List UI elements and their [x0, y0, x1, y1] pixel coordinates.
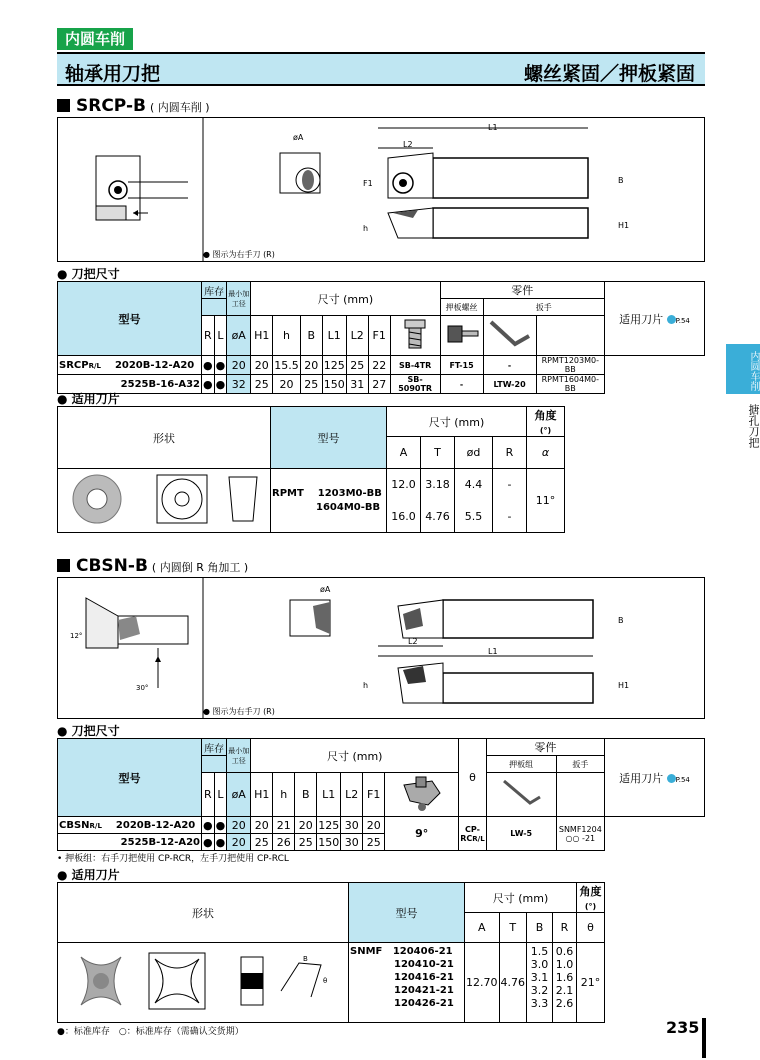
col-min-bore: 最小加工径	[227, 739, 251, 773]
page-number: 235	[666, 1018, 700, 1037]
srcp-insert-title: ● 适用刀片	[57, 392, 120, 406]
srcp-heading: SRCP-B ( 内圆车削 )	[57, 96, 210, 116]
table-row: 2525B-12-A20	[58, 834, 202, 851]
col-shape: 形状	[58, 407, 271, 469]
page-ref-icon	[667, 774, 676, 783]
page-title: 轴承用刀把	[65, 63, 161, 85]
dim-label-b: B	[618, 176, 624, 185]
col-dims: 尺寸 (mm)	[251, 739, 459, 773]
srcp-drawing	[58, 118, 704, 261]
page-title-right: 螺丝紧固／押板紧固	[523, 63, 695, 85]
col-model: 型号	[349, 883, 465, 943]
srcp-insert-table: 形状 型号 尺寸 (mm) 角度 (°) A T ød R α RPMT 1203M0-BB 1604M0-BB 12.0 3.18 4.4 - 11° 16.0 4.76 5.5 -	[57, 406, 565, 533]
hex-wrench-icon	[486, 773, 556, 817]
dim-label-f1: F1	[363, 179, 373, 188]
cbsn-dim-label-a: øA	[320, 585, 331, 594]
col-applicable: 适用刀片 P.54	[605, 282, 705, 356]
cbsn-drawing-note: ● 图示为右手刀 (R)	[203, 707, 275, 716]
cbsn-drawing-box	[57, 577, 705, 719]
srcp-drawing-note: ● 图示为右手刀 (R)	[203, 250, 275, 259]
cbsn-insert-table: 形状 型号 尺寸 (mm) 角度 (°) A T B R θ B θ SNMF 120406-21 120410-21 120416-21 120421-21 120426-21 12.70 4.76 1.5 3.0 3.1 3.2 3.3 0.6 1.0 1.6 2.1 2.6 21°	[57, 882, 605, 1023]
col-clamp-set: 押板组	[486, 756, 556, 773]
cbsn-drawing	[58, 578, 704, 718]
cbsn-footnote: • 押板组：右手刀把使用 CP-RCR，左手刀把使用 CP-RCL	[57, 854, 289, 864]
cbsn-insert-title: ● 适用刀片	[57, 868, 120, 882]
col-theta: θ	[459, 739, 486, 817]
detail-label-angle: θ	[323, 977, 328, 985]
table-row: 2525B-16-A32	[58, 375, 202, 394]
col-model: 型号	[271, 407, 387, 469]
col-stock: 库存	[202, 282, 227, 299]
dim-label-h1: H1	[618, 221, 630, 230]
dim-label-a: øA	[293, 133, 304, 142]
clamp-set-icon	[385, 773, 459, 817]
col-shape: 形状	[58, 883, 349, 943]
angle-label-30: 30°	[136, 684, 149, 692]
col-stock: 库存	[202, 739, 227, 756]
detail-label-b: B	[303, 955, 308, 963]
side-category-tab[interactable]: 内圆车削	[726, 344, 760, 394]
col-applicable: 适用刀片 P.54	[605, 739, 705, 817]
cbsn-dim-label-h: h	[363, 681, 369, 690]
col-parts: 零件	[440, 282, 604, 299]
col-wrench: 扳手	[556, 756, 604, 773]
square-bullet-icon	[57, 559, 70, 572]
col-parts: 零件	[486, 739, 604, 756]
srcp-holder-title: ● 刀把尺寸	[57, 267, 120, 281]
cbsn-dim-label-l2: L2	[408, 637, 418, 646]
insert-shape-drawing	[58, 943, 349, 1023]
srcp-drawing-box	[57, 117, 705, 262]
table-row: SRCPR/L 2020B-12-A20	[58, 356, 202, 375]
cbsn-heading: CBSN-B ( 内圆倒 R 角加工 )	[57, 556, 248, 576]
cbsn-dim-label-h1: H1	[618, 681, 630, 690]
col-min-bore: 最小加工径	[227, 282, 251, 316]
table-row: CBSNR/L 2020B-12-A20	[58, 817, 202, 834]
dim-label-l2: L2	[403, 140, 413, 149]
col-dims: 尺寸 (mm)	[465, 883, 577, 913]
cbsn-dim-label-l1: L1	[488, 647, 498, 656]
srcp-holder-table: 型号 库存 最小加工径 尺寸 (mm) 零件 适用刀片 P.54 押板螺丝 扳手 R L øA H1 h B L1 L2 F1 SRCPR/L 2020B-12-A20 ● ● 20 20 15.5 20 125 25 22 SB-4TR FT-15 - RPMT1203M0-BB 2525B-16-A32 ● ● 32 25 20 25 150 31 27 SB-5090TR - LTW-20 RPMT1604M0-BB	[57, 281, 705, 394]
dim-label-l1: L1	[488, 123, 498, 132]
col-wrench: 扳手	[483, 299, 604, 316]
page-edge-bar	[702, 1018, 706, 1058]
hex-wrench-icon	[483, 316, 536, 356]
angle-label-12: 12°	[70, 632, 83, 640]
table-row: RPMT 1203M0-BB 1604M0-BB	[271, 469, 387, 533]
page-ref-icon	[667, 315, 676, 324]
cbsn-holder-table: 型号 库存 最小加工径 尺寸 (mm) θ 零件 适用刀片 P.54 押板组 扳手 R L øA H1 h B L1 L2 F1 CBSNR/L 2020B-12-A20 ● ● 20 20 21 20 125 30 20 9° CP-RCR/L LW-5 SNMF1204 ○○ -21 2525B-12-A20 ● ● 20 25 26 25 150 30 25	[57, 738, 705, 851]
col-dims: 尺寸 (mm)	[251, 282, 440, 316]
stock-legend: ●：标准库存 ○：标准库存（需确认交货期）	[57, 1027, 244, 1037]
col-model: 型号	[58, 739, 202, 817]
dim-label-h: h	[363, 224, 369, 233]
cbsn-holder-title: ● 刀把尺寸	[57, 724, 120, 738]
side-section-text: 搪孔刀把	[747, 404, 760, 448]
title-bar	[57, 52, 705, 86]
cbsn-dim-label-b: B	[618, 616, 624, 625]
torx-driver-icon	[440, 316, 483, 356]
col-angle: 角度 (°)	[577, 883, 605, 913]
table-row: SNMF 120406-21 120410-21 120416-21 120421-21 120426-21	[349, 943, 465, 1023]
screw-icon	[390, 316, 440, 356]
col-angle: 角度 (°)	[527, 407, 565, 437]
col-model: 型号	[58, 282, 202, 356]
category-tag: 内圆车削	[57, 28, 133, 50]
col-clamp-screw: 押板螺丝	[440, 299, 483, 316]
insert-shape-drawing	[58, 469, 271, 533]
col-dims: 尺寸 (mm)	[387, 407, 527, 437]
square-bullet-icon	[57, 99, 70, 112]
